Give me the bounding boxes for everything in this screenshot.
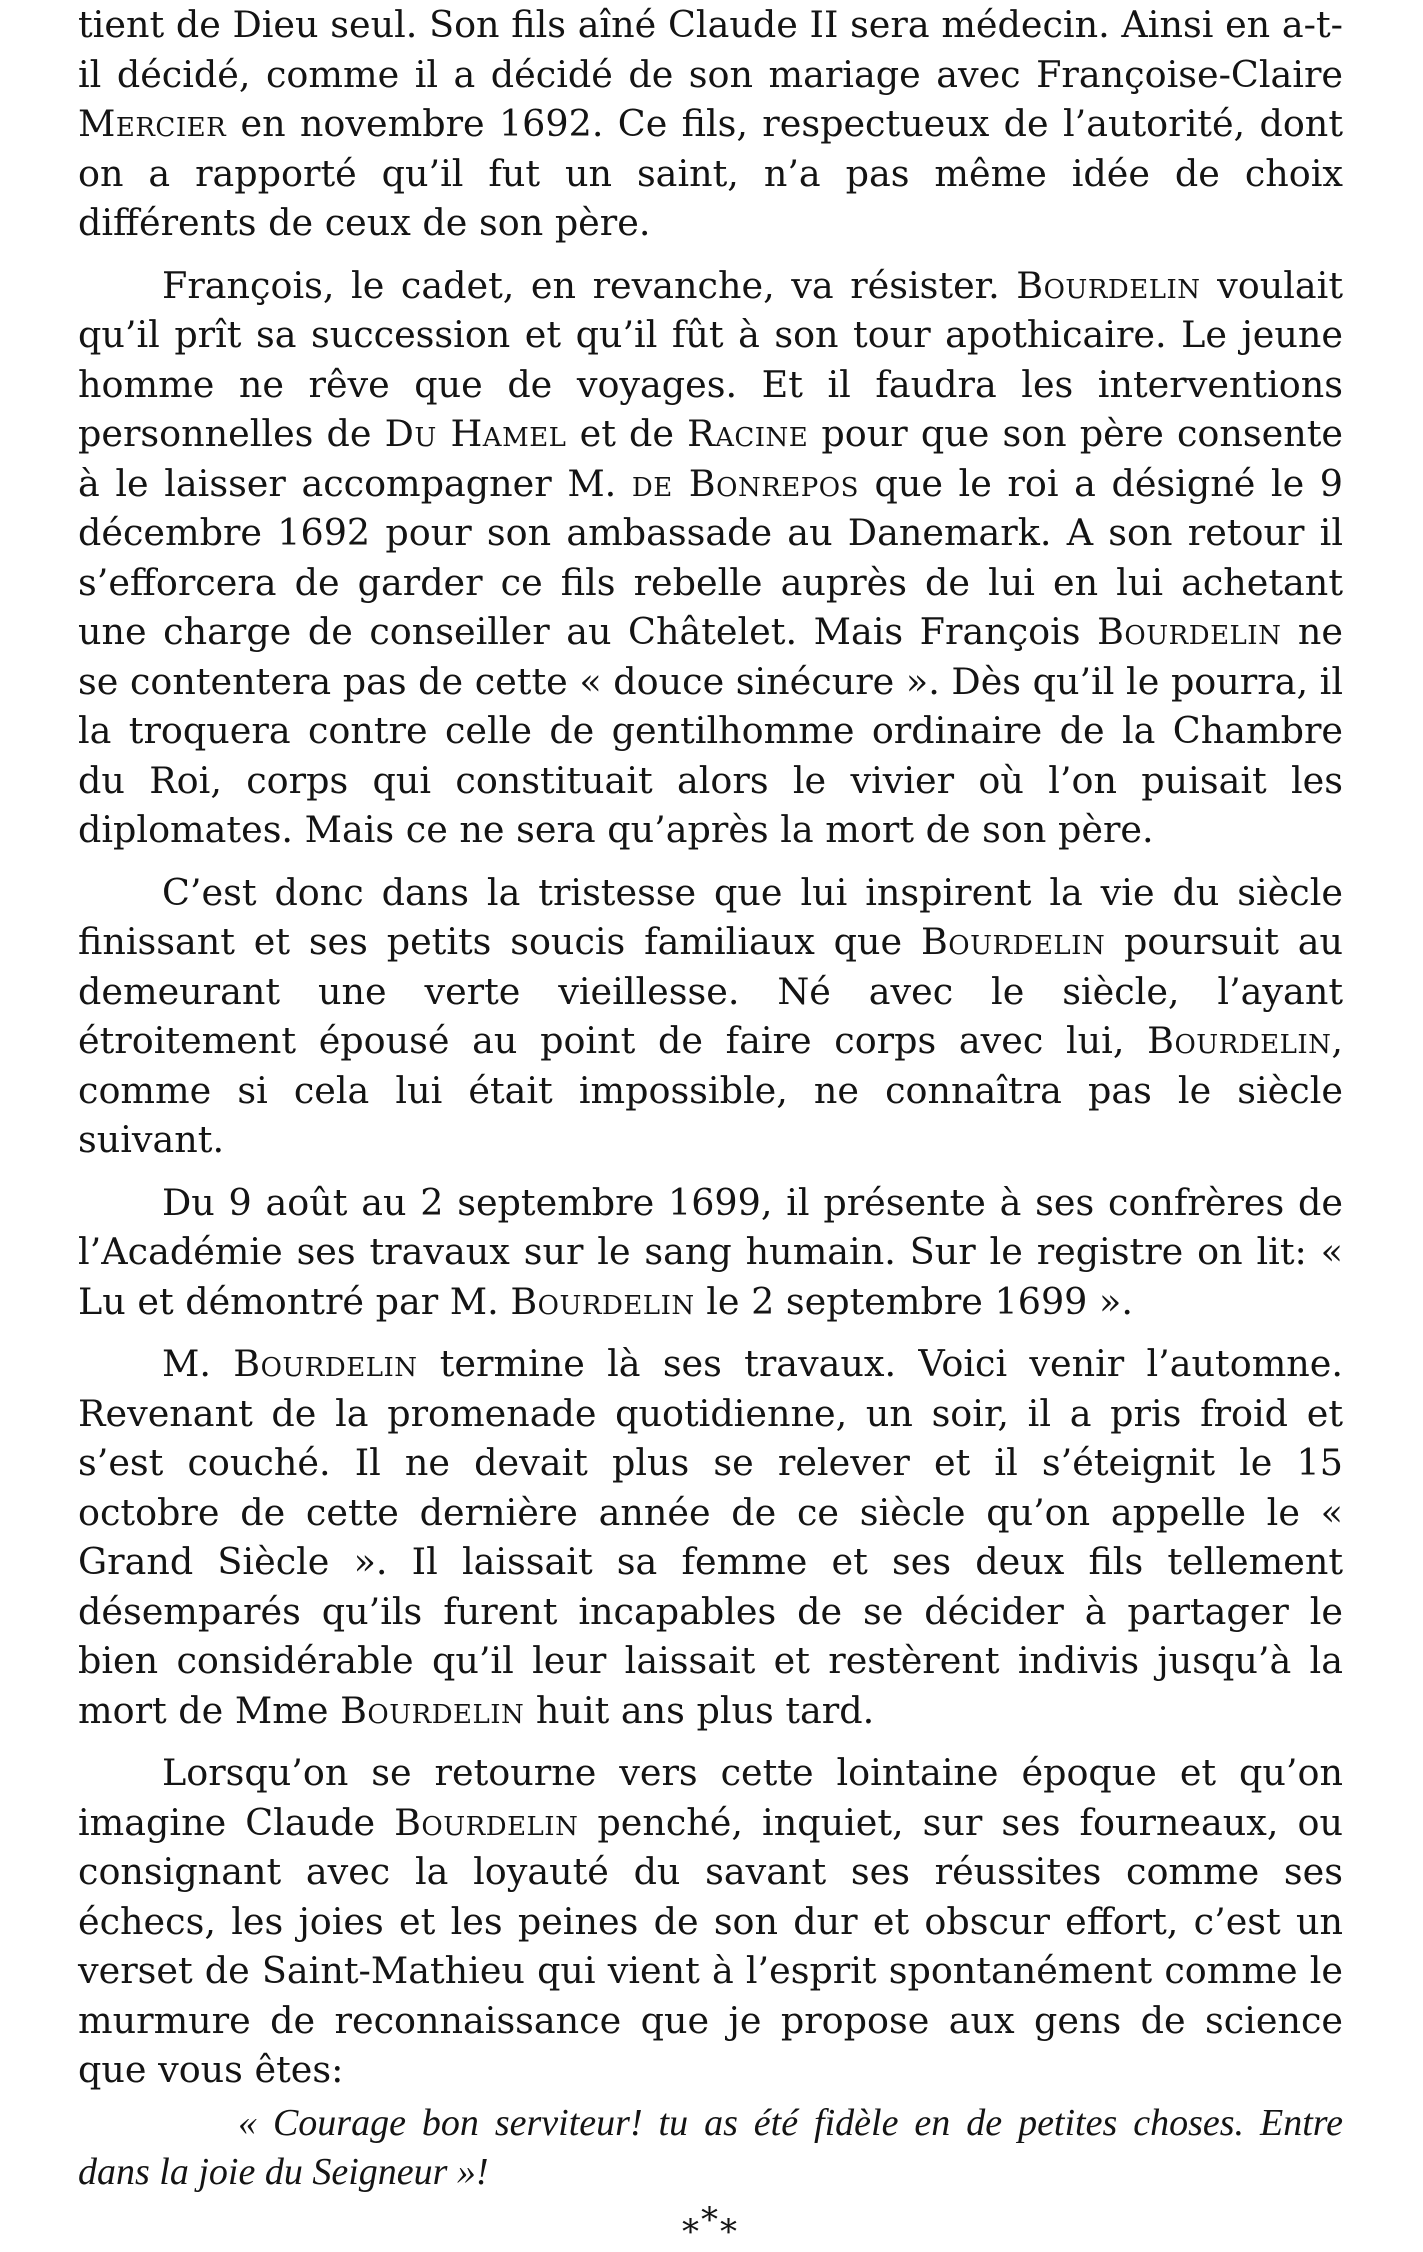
text-run: tient de Dieu seul. Son fils aîné Claude II sera médecin. Ainsi en a-t-il décidé, comme il a décidé de son mariage avec Françoise-Claire <box>78 3 1343 96</box>
closing-quote: « Courage bon serviteur! tu as été fidèle en de petites choses. Entre dans la joie du Seigneur »! <box>78 2101 1343 2193</box>
text-run: et de <box>566 412 688 455</box>
text-run: , comme si cela lui était impossible, ne connaîtra pas le siècle suivant. <box>78 1019 1343 1161</box>
text-run: penché, inquiet, sur ses fourneaux, ou consignant avec la loyauté du savant ses réussites comme ses échecs, les joies et les peines de son dur et obscur effort, c’est un verset de Saint-Mathieu qui vient à l’esprit spontanément comme le murmure de reconnaissance que je propose aux gens de science que vous êtes: <box>78 1800 1343 2091</box>
body-text <box>78 0 1343 2095</box>
proper-name: Bourdelin <box>394 1800 579 1844</box>
text-run: que le roi a désigné le 9 décembre 1692 pour son ambassade au Danemark. A son retour il s’efforcera de garder ce fils rebelle auprès de lui en lui achetant une charge de conseiller au Châtelet. Mais François <box>78 461 1344 653</box>
proper-name: Bourdelin <box>920 920 1106 963</box>
proper-name: Bourdelin <box>510 1279 695 1323</box>
proper-name: Bourdelin <box>1097 610 1282 653</box>
proper-name: de Bonrepos <box>631 461 859 505</box>
text-run: M. <box>162 1342 234 1385</box>
text-run: C’est donc dans la tristesse que lui inspirent la vie du siècle finissant et ses petits soucis familiaux que <box>78 870 1343 963</box>
text-run: ne se contentera pas de cette « douce sinécure ». Dès qu’il le pourra, il la troquera contre celle de gentilhomme ordinaire de la Chambre du Roi, corps qui constituait alors le vivier où l’on puisait les diplomates. Mais ce ne sera qu’après la mort de son père. <box>78 610 1343 851</box>
text-run: huit ans plus tard. <box>524 1688 875 1732</box>
document-page <box>78 0 1343 2252</box>
paragraph-1 <box>78 0 1343 248</box>
text-run: termine là ses travaux. Voici venir l’automne. Revenant de la promenade quotidienne, un soir, il a pris froid et s’est couché. Il ne devait plus se relever et il s’éteignit le 15 octobre de cette dernière année de ce siècle qu’on appelle le « Grand Siècle ». Il laissait sa femme et ses deux fils tellement désemparés qu’ils furent incapables de se décider à partager le bien considérable qu’il leur laissait et restèrent indivis jusqu’à la mort de Mme <box>78 1342 1344 1732</box>
section-separator <box>78 2199 1343 2252</box>
proper-name: Bourdelin <box>233 1342 418 1385</box>
proper-name: Bourdelin <box>1147 1019 1332 1062</box>
text-run: Du 9 août au 2 septembre 1699, il présente à ses confrères de l’Académie ses travaux sur le sang humain. Sur le registre on lit: « Lu et démontré par M. <box>78 1180 1343 1323</box>
paragraph-2 <box>78 261 1343 855</box>
paragraph-3 <box>78 868 1343 1165</box>
text-run: poursuit au demeurant une verte vieillesse. Né avec le siècle, l’ayant étroitement épousé au point de faire corps avec lui, <box>78 920 1343 1062</box>
text-run: Lorsqu’on se retourne vers cette lointaine époque et qu’on imagine Claude <box>78 1751 1343 1844</box>
text-run: pour que son père consente à le laisser accompagner M. <box>78 412 1343 505</box>
text-run: en novembre 1692. Ce fils, respectueux de l’autorité, dont on a rapporté qu’il fut un saint, n’a pas même idée de choix différents de ceux de son père. <box>78 102 1343 244</box>
separator-star-right: * <box>720 2211 739 2252</box>
separator-star-left: * <box>682 2211 701 2252</box>
proper-name: Du Hamel <box>384 412 567 455</box>
proper-name: Bourdelin <box>1016 263 1201 307</box>
proper-name: Bourdelin <box>340 1688 525 1732</box>
text-run: voulait qu’il prît sa succession et qu’il fût à son tour apothicaire. Le jeune homme ne rêve que de voyages. Et il faudra les interventions personnelles de <box>78 263 1344 455</box>
text-run: François, le cadet, en revanche, va résister. <box>162 263 1017 307</box>
paragraph-6 <box>78 1748 1343 2095</box>
paragraph-4 <box>78 1178 1343 1327</box>
paragraph-5 <box>78 1339 1343 1735</box>
proper-name: Racine <box>687 412 809 455</box>
text-run: le 2 septembre 1699 ». <box>694 1279 1133 1323</box>
separator-star-top: * <box>701 2199 720 2240</box>
proper-name: Mercier <box>78 102 227 145</box>
